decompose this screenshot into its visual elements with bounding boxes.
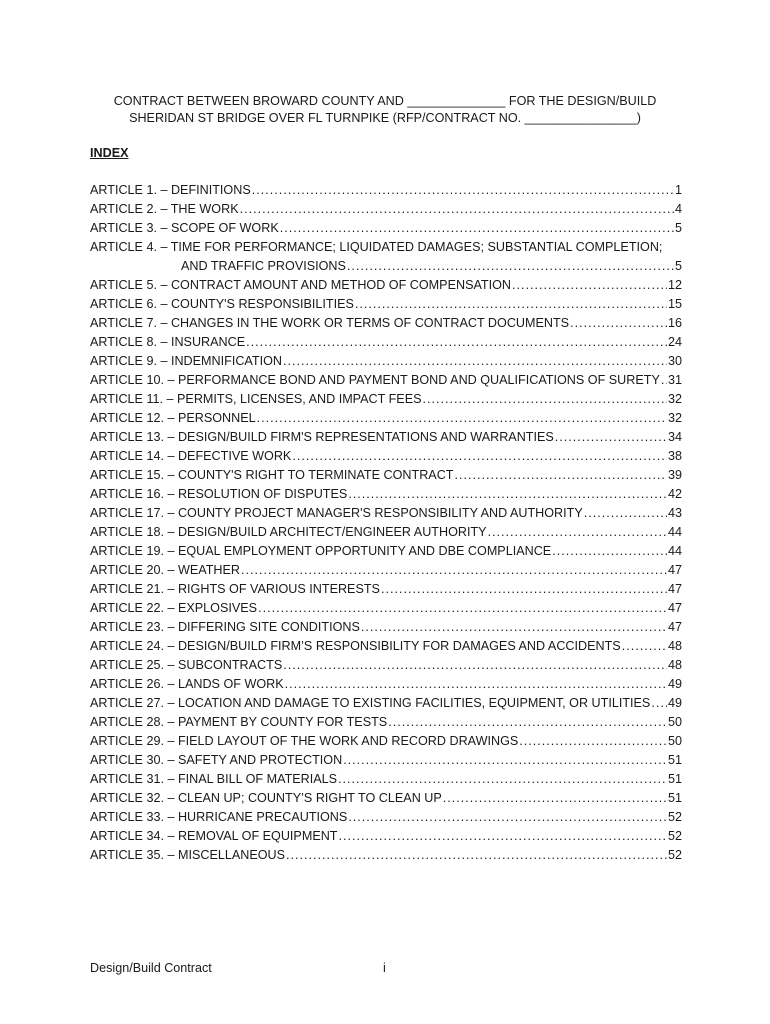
dot-leader <box>338 770 667 789</box>
toc-entry[interactable] <box>90 713 682 732</box>
dot-leader <box>347 257 674 276</box>
toc-entry-page: 51 <box>667 791 682 805</box>
dot-leader <box>584 504 667 523</box>
toc-entry-continuation: AND TRAFFIC PROVISIONS <box>181 259 346 273</box>
toc-entry[interactable] <box>90 314 682 333</box>
toc-entry-page: 47 <box>667 601 682 615</box>
toc-entry-page: 4 <box>674 202 682 216</box>
toc-entry-label: ARTICLE 18. – DESIGN/BUILD ARCHITECT/ENGINEER AUTHORITY <box>90 525 487 539</box>
document-title <box>60 93 710 127</box>
dot-leader <box>519 732 667 751</box>
toc-entry-page: 52 <box>667 810 682 824</box>
dot-leader <box>423 390 667 409</box>
toc-entry[interactable] <box>90 371 682 390</box>
toc-entry[interactable] <box>90 295 682 314</box>
toc-entry-label: ARTICLE 19. – EQUAL EMPLOYMENT OPPORTUNITY AND DBE COMPLIANCE <box>90 544 552 558</box>
dot-leader <box>661 371 667 390</box>
dot-leader <box>381 580 667 599</box>
toc-entry-label: ARTICLE 25. – SUBCONTRACTS <box>90 658 283 672</box>
dot-leader <box>348 485 667 504</box>
toc-entry-label: ARTICLE 12. – PERSONNEL <box>90 411 256 425</box>
toc-entry-page: 32 <box>667 392 682 406</box>
toc-entry[interactable] <box>90 485 682 504</box>
toc-entry-page: 50 <box>667 715 682 729</box>
toc-entry-page: 51 <box>667 753 682 767</box>
toc-entry-label: ARTICLE 32. – CLEAN UP; COUNTY’S RIGHT TO CLEAN UP <box>90 791 442 805</box>
title-line-2: SHERIDAN ST BRIDGE OVER FL TURNPIKE (RFP/CONTRACT NO. ________________) <box>129 111 641 125</box>
title-line-1: CONTRACT BETWEEN BROWARD COUNTY AND ______________ FOR THE DESIGN/BUILD <box>113 94 657 108</box>
toc-entry[interactable] <box>90 447 682 466</box>
toc-entry[interactable] <box>90 599 682 618</box>
toc-entry-page: 31 <box>667 373 682 387</box>
toc-entry[interactable] <box>90 694 682 713</box>
toc-entry[interactable] <box>90 637 682 656</box>
dot-leader <box>280 219 674 238</box>
toc-entry-label: ARTICLE 1. – DEFINITIONS <box>90 183 251 197</box>
toc-entry-label: ARTICLE 34. – REMOVAL OF EQUIPMENT <box>90 829 338 843</box>
toc-entry[interactable] <box>90 390 682 409</box>
toc-entry-label: ARTICLE 29. – FIELD LAYOUT OF THE WORK AND RECORD DRAWINGS <box>90 734 519 748</box>
toc-entry-label-line <box>90 238 682 257</box>
dot-leader <box>355 295 667 314</box>
toc-entry[interactable] <box>90 561 682 580</box>
toc-entry-page: 43 <box>667 506 682 520</box>
toc-entry-page: 49 <box>667 677 682 691</box>
toc-entry-label: ARTICLE 13. – DESIGN/BUILD FIRM'S REPRESENTATIONS AND WARRANTIES <box>90 430 554 444</box>
toc-entry-label: ARTICLE 5. – CONTRACT AMOUNT AND METHOD OF COMPENSATION <box>90 278 512 292</box>
toc-entry[interactable] <box>90 428 682 447</box>
toc-entry-label: ARTICLE 23. – DIFFERING SITE CONDITIONS <box>90 620 360 634</box>
toc-entry-page: 47 <box>667 563 682 577</box>
dot-leader <box>286 846 667 865</box>
dot-leader <box>343 751 667 770</box>
toc-entry[interactable] <box>90 846 682 865</box>
toc-entry-page: 51 <box>667 772 682 786</box>
dot-leader <box>339 827 667 846</box>
toc-entry-page: 1 <box>674 183 682 197</box>
toc-entry-page: 34 <box>667 430 682 444</box>
toc-entry[interactable] <box>90 200 682 219</box>
toc-entry-label: ARTICLE 31. – FINAL BILL OF MATERIALS <box>90 772 338 786</box>
toc-entry-label: ARTICLE 16. – RESOLUTION OF DISPUTES <box>90 487 348 501</box>
toc-entry-page: 48 <box>667 639 682 653</box>
dot-leader <box>348 808 667 827</box>
toc-entry[interactable] <box>90 789 682 808</box>
toc-entry-page: 44 <box>667 544 682 558</box>
toc-entry-page: 5 <box>674 221 682 235</box>
toc-entry-page: 30 <box>667 354 682 368</box>
toc-entry[interactable] <box>90 827 682 846</box>
toc-entry[interactable] <box>90 580 682 599</box>
toc-entry-label: ARTICLE 4. – TIME FOR PERFORMANCE; LIQUIDATED DAMAGES; SUBSTANTIAL COMPLETION; <box>90 240 663 254</box>
toc-entry[interactable] <box>90 181 682 200</box>
toc-entry-label: ARTICLE 2. – THE WORK <box>90 202 239 216</box>
toc-entry-label: ARTICLE 3. – SCOPE OF WORK <box>90 221 279 235</box>
toc-entry-label: ARTICLE 14. – DEFECTIVE WORK <box>90 449 292 463</box>
toc-entry-label: ARTICLE 11. – PERMITS, LICENSES, AND IMPACT FEES <box>90 392 422 406</box>
dot-leader <box>443 789 667 808</box>
dot-leader <box>252 181 674 200</box>
toc-entry-label: ARTICLE 20. – WEATHER <box>90 563 240 577</box>
toc-entry[interactable] <box>90 542 682 561</box>
toc-entry-page: 15 <box>667 297 682 311</box>
dot-leader <box>257 409 667 428</box>
toc-entry-page: 52 <box>667 848 682 862</box>
toc-entry-page: 38 <box>667 449 682 463</box>
toc-entry-page: 24 <box>667 335 682 349</box>
toc-entry[interactable] <box>90 219 682 238</box>
toc-entry-label: ARTICLE 17. – COUNTY PROJECT MANAGER'S RESPONSIBILITY AND AUTHORITY <box>90 506 583 520</box>
toc-entry[interactable] <box>90 808 682 827</box>
toc-entry-page: 48 <box>667 658 682 672</box>
toc-entry-label: ARTICLE 15. – COUNTY'S RIGHT TO TERMINATE CONTRACT <box>90 468 454 482</box>
toc-entry-page: 12 <box>667 278 682 292</box>
dot-leader <box>570 314 667 333</box>
dot-leader <box>285 675 667 694</box>
toc-entry-label: ARTICLE 8. – INSURANCE <box>90 335 246 349</box>
toc-entry-label: ARTICLE 27. – LOCATION AND DAMAGE TO EXISTING FACILITIES, EQUIPMENT, OR UTILITIES <box>90 696 651 710</box>
toc-entry[interactable] <box>90 523 682 542</box>
toc-entry-label: ARTICLE 33. – HURRICANE PRECAUTIONS <box>90 810 348 824</box>
dot-leader <box>552 542 667 561</box>
toc-entry-page: 5 <box>674 259 682 273</box>
toc-entry-page: 16 <box>667 316 682 330</box>
index-heading: INDEX <box>90 146 129 160</box>
dot-leader <box>246 333 667 352</box>
toc-entry-label: ARTICLE 28. – PAYMENT BY COUNTY FOR TESTS <box>90 715 388 729</box>
toc-entry-page: 49 <box>667 696 682 710</box>
dot-leader <box>292 447 667 466</box>
dot-leader <box>388 713 667 732</box>
dot-leader <box>454 466 667 485</box>
toc-entry-page: 39 <box>667 468 682 482</box>
toc-entry-label: ARTICLE 21. – RIGHTS OF VARIOUS INTERESTS <box>90 582 380 596</box>
toc-entry[interactable] <box>90 504 682 523</box>
dot-leader <box>622 637 667 656</box>
toc-entry[interactable] <box>90 466 682 485</box>
dot-leader <box>241 561 667 580</box>
toc-entry[interactable] <box>90 675 682 694</box>
dot-leader <box>283 352 667 371</box>
toc-entry-label: ARTICLE 10. – PERFORMANCE BOND AND PAYMENT BOND AND QUALIFICATIONS OF SURETY <box>90 373 660 387</box>
footer-page-number: i <box>383 961 386 975</box>
toc-entry-label: ARTICLE 30. – SAFETY AND PROTECTION <box>90 753 343 767</box>
toc-entry-page: 42 <box>667 487 682 501</box>
dot-leader <box>361 618 667 637</box>
toc-entry-label: ARTICLE 6. – COUNTY'S RESPONSIBILITIES <box>90 297 354 311</box>
dot-leader <box>488 523 667 542</box>
toc-entry[interactable] <box>90 409 682 428</box>
toc-entry[interactable] <box>90 257 682 276</box>
dot-leader <box>283 656 667 675</box>
toc-entry-page: 52 <box>667 829 682 843</box>
dot-leader <box>651 694 667 713</box>
toc-entry[interactable] <box>90 732 682 751</box>
toc-entry-label: ARTICLE 22. – EXPLOSIVES <box>90 601 258 615</box>
toc-entry-page: 44 <box>667 525 682 539</box>
dot-leader <box>555 428 667 447</box>
dot-leader <box>258 599 667 618</box>
toc-entry[interactable] <box>90 770 682 789</box>
dot-leader <box>512 276 667 295</box>
toc-entry-page: 50 <box>667 734 682 748</box>
toc-entry[interactable] <box>90 751 682 770</box>
toc-entry-page: 47 <box>667 620 682 634</box>
toc-entry[interactable] <box>90 352 682 371</box>
toc-entry-label: ARTICLE 26. – LANDS OF WORK <box>90 677 284 691</box>
footer-document-name: Design/Build Contract <box>90 961 212 975</box>
toc-entry[interactable] <box>90 618 682 637</box>
dot-leader <box>240 200 674 219</box>
toc-entry-page: 47 <box>667 582 682 596</box>
toc-entry[interactable] <box>90 276 682 295</box>
toc-entry-page: 32 <box>667 411 682 425</box>
toc-entry-label: ARTICLE 7. – CHANGES IN THE WORK OR TERMS OF CONTRACT DOCUMENTS <box>90 316 570 330</box>
toc-entry-label: ARTICLE 9. – INDEMNIFICATION <box>90 354 282 368</box>
toc-entry-label: ARTICLE 24. – DESIGN/BUILD FIRM’S RESPONSIBILITY FOR DAMAGES AND ACCIDENTS <box>90 639 621 653</box>
table-of-contents <box>90 181 682 865</box>
toc-entry[interactable] <box>90 656 682 675</box>
toc-entry-label: ARTICLE 35. – MISCELLANEOUS <box>90 848 286 862</box>
toc-entry[interactable] <box>90 333 682 352</box>
